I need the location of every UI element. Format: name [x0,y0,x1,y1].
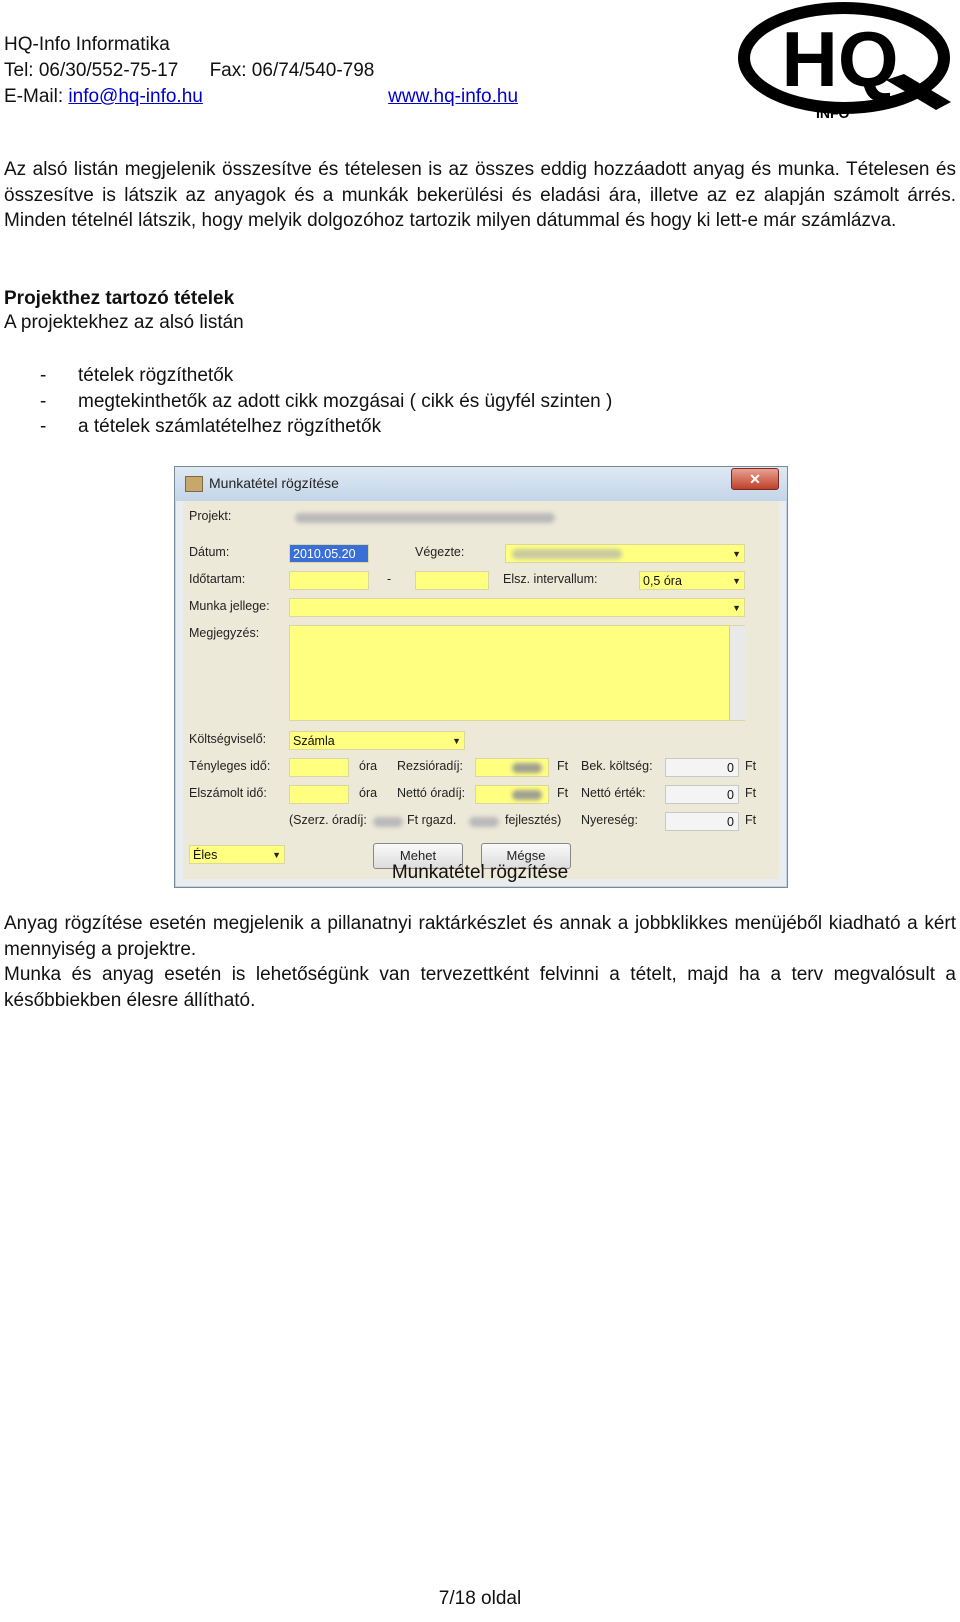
megjegyzes-label: Megjegyzés: [189,626,260,640]
website-link[interactable]: www.hq-info.hu [388,86,519,107]
idotartam-label: Időtartam: [189,572,246,586]
hq-info-logo [736,0,958,122]
anyag-paragraph: Anyag rögzítése esetén megjelenik a pillanatnyi raktárkészlet és annak a jobbklikkes menüjéből kiadható a kért mennyiség a projektre. [4,913,956,960]
tenyleges-ido-input[interactable] [289,758,349,777]
munkatetel-dialog [174,466,788,888]
feature-list [40,363,612,440]
rezsioradij-input[interactable] [475,758,549,777]
netto-ertek-ft-unit: Ft [745,786,757,800]
netto-oradij-label: Nettó óradíj: [397,786,466,800]
bek-koltseg-value: 0 [665,758,739,777]
dialog-client [183,501,779,879]
szerz-oradij-redacted [373,817,403,827]
megse-button[interactable]: Mégse [481,843,571,869]
page-number: 7/18 oldal [438,1588,522,1609]
close-button[interactable]: ✕ [731,468,779,490]
svg-text:INFO: INFO [816,105,850,121]
megjegyzes-scrollbar[interactable] [729,626,746,720]
chevron-down-icon: ▼ [732,603,741,613]
svg-text:HQ: HQ [781,15,899,103]
bek-koltseg-label: Bek. költség: [581,759,653,773]
email-link[interactable]: info@hq-info.hu [68,86,203,107]
list-item: - megtekinthetők az adott cikk mozgásai ( cikk és ügyfél szinten ) [40,390,613,412]
elszamolt-ido-label: Elszámolt idő: [189,786,267,800]
elsz-intervallum-select[interactable]: 0,5 óra ▼ [639,571,745,590]
rezsioradij-label: Rezsióradíj: [397,759,463,773]
intro-paragraph: Az alsó listán megjelenik összesítve és tételesen is az összes eddig hozzáadott anyag és munka. Tételesen és összesítve is látszik az anyagok és a munkák bekerülési és eladási ára, illetve az ez alapján számolt árrés. Minden tételnél látszik, hogy melyik dolgozóhoz tartozik milyen dátummal és hogy ki lett-e már számlázva. [4,159,956,231]
idotartam-start-input[interactable] [289,571,369,590]
projekt-label: Projekt: [189,509,232,523]
munka-paragraph: Munka és anyag esetén is lehetőségünk van tervezettként felvinni a tételt, majd ha a terv megvalósult a későbbiekben élesre állítható. [4,964,956,1011]
datum-input[interactable]: 2010.05.20 [289,544,369,563]
netto-oradij-input[interactable] [475,785,549,804]
section-intro: A projektekhez az alsó listán [4,312,244,333]
dialog-titlebar [175,467,787,501]
chevron-down-icon: ▼ [732,549,741,559]
tenyleges-ora-unit: óra [359,759,378,773]
elszamolt-ido-input[interactable] [289,785,349,804]
nyereseg-value: 0 [665,812,739,831]
document-header [4,32,518,110]
chevron-down-icon: ▼ [732,576,741,586]
list-item: - a tételek számlatételhez rögzíthetők [40,416,382,437]
rezsi-ft-unit: Ft [557,759,569,773]
vegezte-value-redacted [512,549,622,559]
idotartam-end-input[interactable] [415,571,489,590]
vegezte-label: Végezte: [415,545,465,559]
nyereseg-label: Nyereség: [581,813,638,827]
szerz-rgazd-redacted [469,817,499,827]
koltsegviselo-label: Költségviselő: [189,732,267,746]
elszamolt-ora-unit: óra [359,786,378,800]
list-item: - tételek rögzíthetők [40,365,234,386]
projekt-value-redacted [295,513,555,523]
netto-ft-unit: Ft [557,786,569,800]
mehet-button[interactable]: Mehet [373,843,463,869]
eles-select[interactable]: Éles ▼ [189,845,285,864]
netto-oradij-value-redacted [512,790,542,800]
szerz-fejlesztes: fejlesztés) [505,813,562,827]
megjegyzes-textarea[interactable] [289,625,745,721]
munka-jellege-label: Munka jellege: [189,599,270,613]
bek-ft-unit: Ft [745,759,757,773]
nyereseg-ft-unit: Ft [745,813,757,827]
datum-label: Dátum: [189,545,230,559]
koltsegviselo-select[interactable]: Számla ▼ [289,731,465,750]
munka-jellege-select[interactable] [289,598,745,617]
contact-row [4,84,518,110]
phone-fax-row [4,58,518,84]
szerz-ft-rgazd: Ft rgazd. [407,813,457,827]
window-icon [185,476,203,492]
chevron-down-icon: ▼ [452,736,461,746]
chevron-down-icon: ▼ [272,850,281,860]
idotartam-separator: - [387,572,392,586]
section-heading: Projekthez tartozó tételek [4,288,235,309]
netto-ertek-value: 0 [665,785,739,804]
company-name: HQ-Info Informatika [4,34,170,55]
tenyleges-ido-label: Tényleges idő: [189,759,271,773]
elsz-intervallum-label: Elsz. intervallum: [503,572,598,586]
email-label: E-Mail: [4,86,64,107]
dialog-title: Munkatétel rögzítése [209,475,339,491]
vegezte-select[interactable] [505,544,745,563]
szerz-oradij-prefix: (Szerz. óradíj: [289,813,367,827]
phone-number: Tel: 06/30/552-75-17 [4,60,179,81]
netto-ertek-label: Nettó érték: [581,786,646,800]
fax-number: Fax: 06/74/540-798 [209,60,375,81]
figure-caption: Munkatétel rögzítése [391,862,569,883]
rezsioradij-value-redacted [512,763,542,773]
